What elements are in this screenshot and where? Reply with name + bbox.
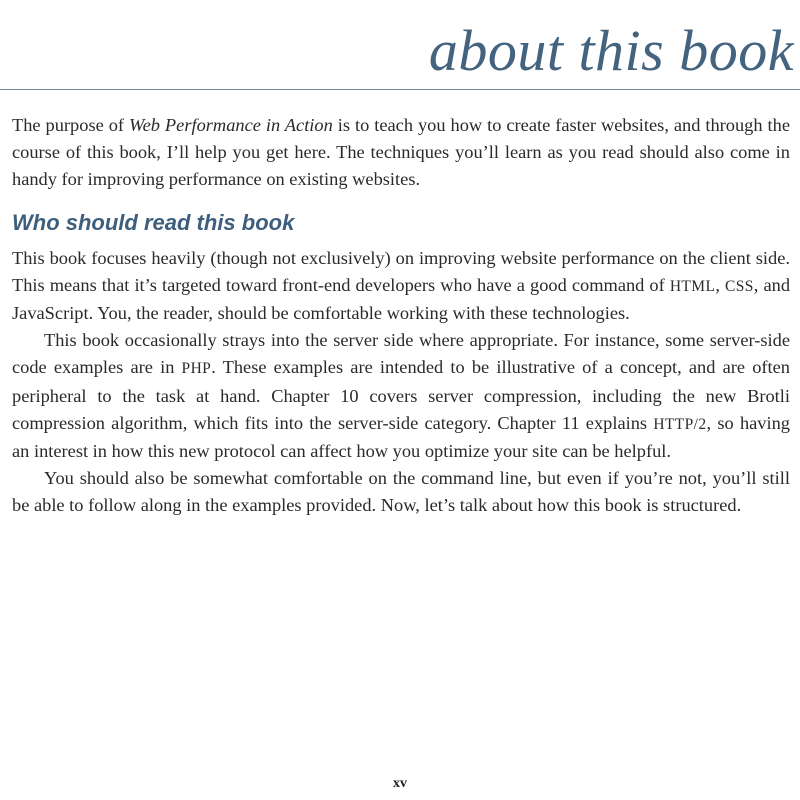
body-text	[12, 112, 790, 520]
intro-paragraph	[12, 112, 790, 194]
audience-text-a: This book focuses heavily (though not exclusively) on improving website performance on the client side. This means that it’s targeted toward front-end developers who have a good command of	[12, 247, 790, 295]
php-acronym: PHP	[181, 360, 212, 378]
title-rule	[0, 89, 800, 90]
page-number: xv	[393, 776, 407, 791]
chapter-title: about this book	[428, 18, 794, 83]
command-line-paragraph: You should also be somewhat comfortable on the command line, but even if you’re not, you’ll still be able to follow along in the examples provided. Now, let’s talk about how this book is structured.	[12, 468, 790, 516]
book-title: Web Performance in Action	[128, 115, 333, 135]
intro-text-start: The purpose of	[12, 115, 129, 135]
css-acronym: CSS	[725, 277, 754, 295]
audience-paragraph	[12, 245, 790, 328]
http2-acronym: HTTP/2	[653, 415, 707, 433]
server-side-text-a: This book occasionally strays into the server side where appropriate. For instance, some server-side code examples are in	[12, 330, 790, 378]
audience-text-c: , and JavaScript. You, the reader, should be comfortable working with these technologies.	[12, 274, 791, 324]
audience-text-b: ,	[715, 274, 726, 295]
intro-text-end: is to teach you how to create faster websites, and through the course of this book, I’ll help you get here. The techniques you’ll learn as you read should also come in handy for improving performance on existing websites.	[12, 115, 790, 190]
server-side-paragraph	[12, 327, 790, 465]
server-side-text-b: . These examples are intended to be illustrative of a concept, and are often peripheral to the task at hand. Chapter 10 covers server compression, including the new Brotli compression algorithm, which fits into the server-side category. Chapter 11 explains	[12, 357, 790, 433]
server-side-text-c: , so having an interest in how this new protocol can affect how you optimize your site can be helpful.	[12, 412, 791, 462]
section-heading: Who should read this book	[12, 209, 295, 235]
html-acronym: HTML	[669, 277, 716, 295]
